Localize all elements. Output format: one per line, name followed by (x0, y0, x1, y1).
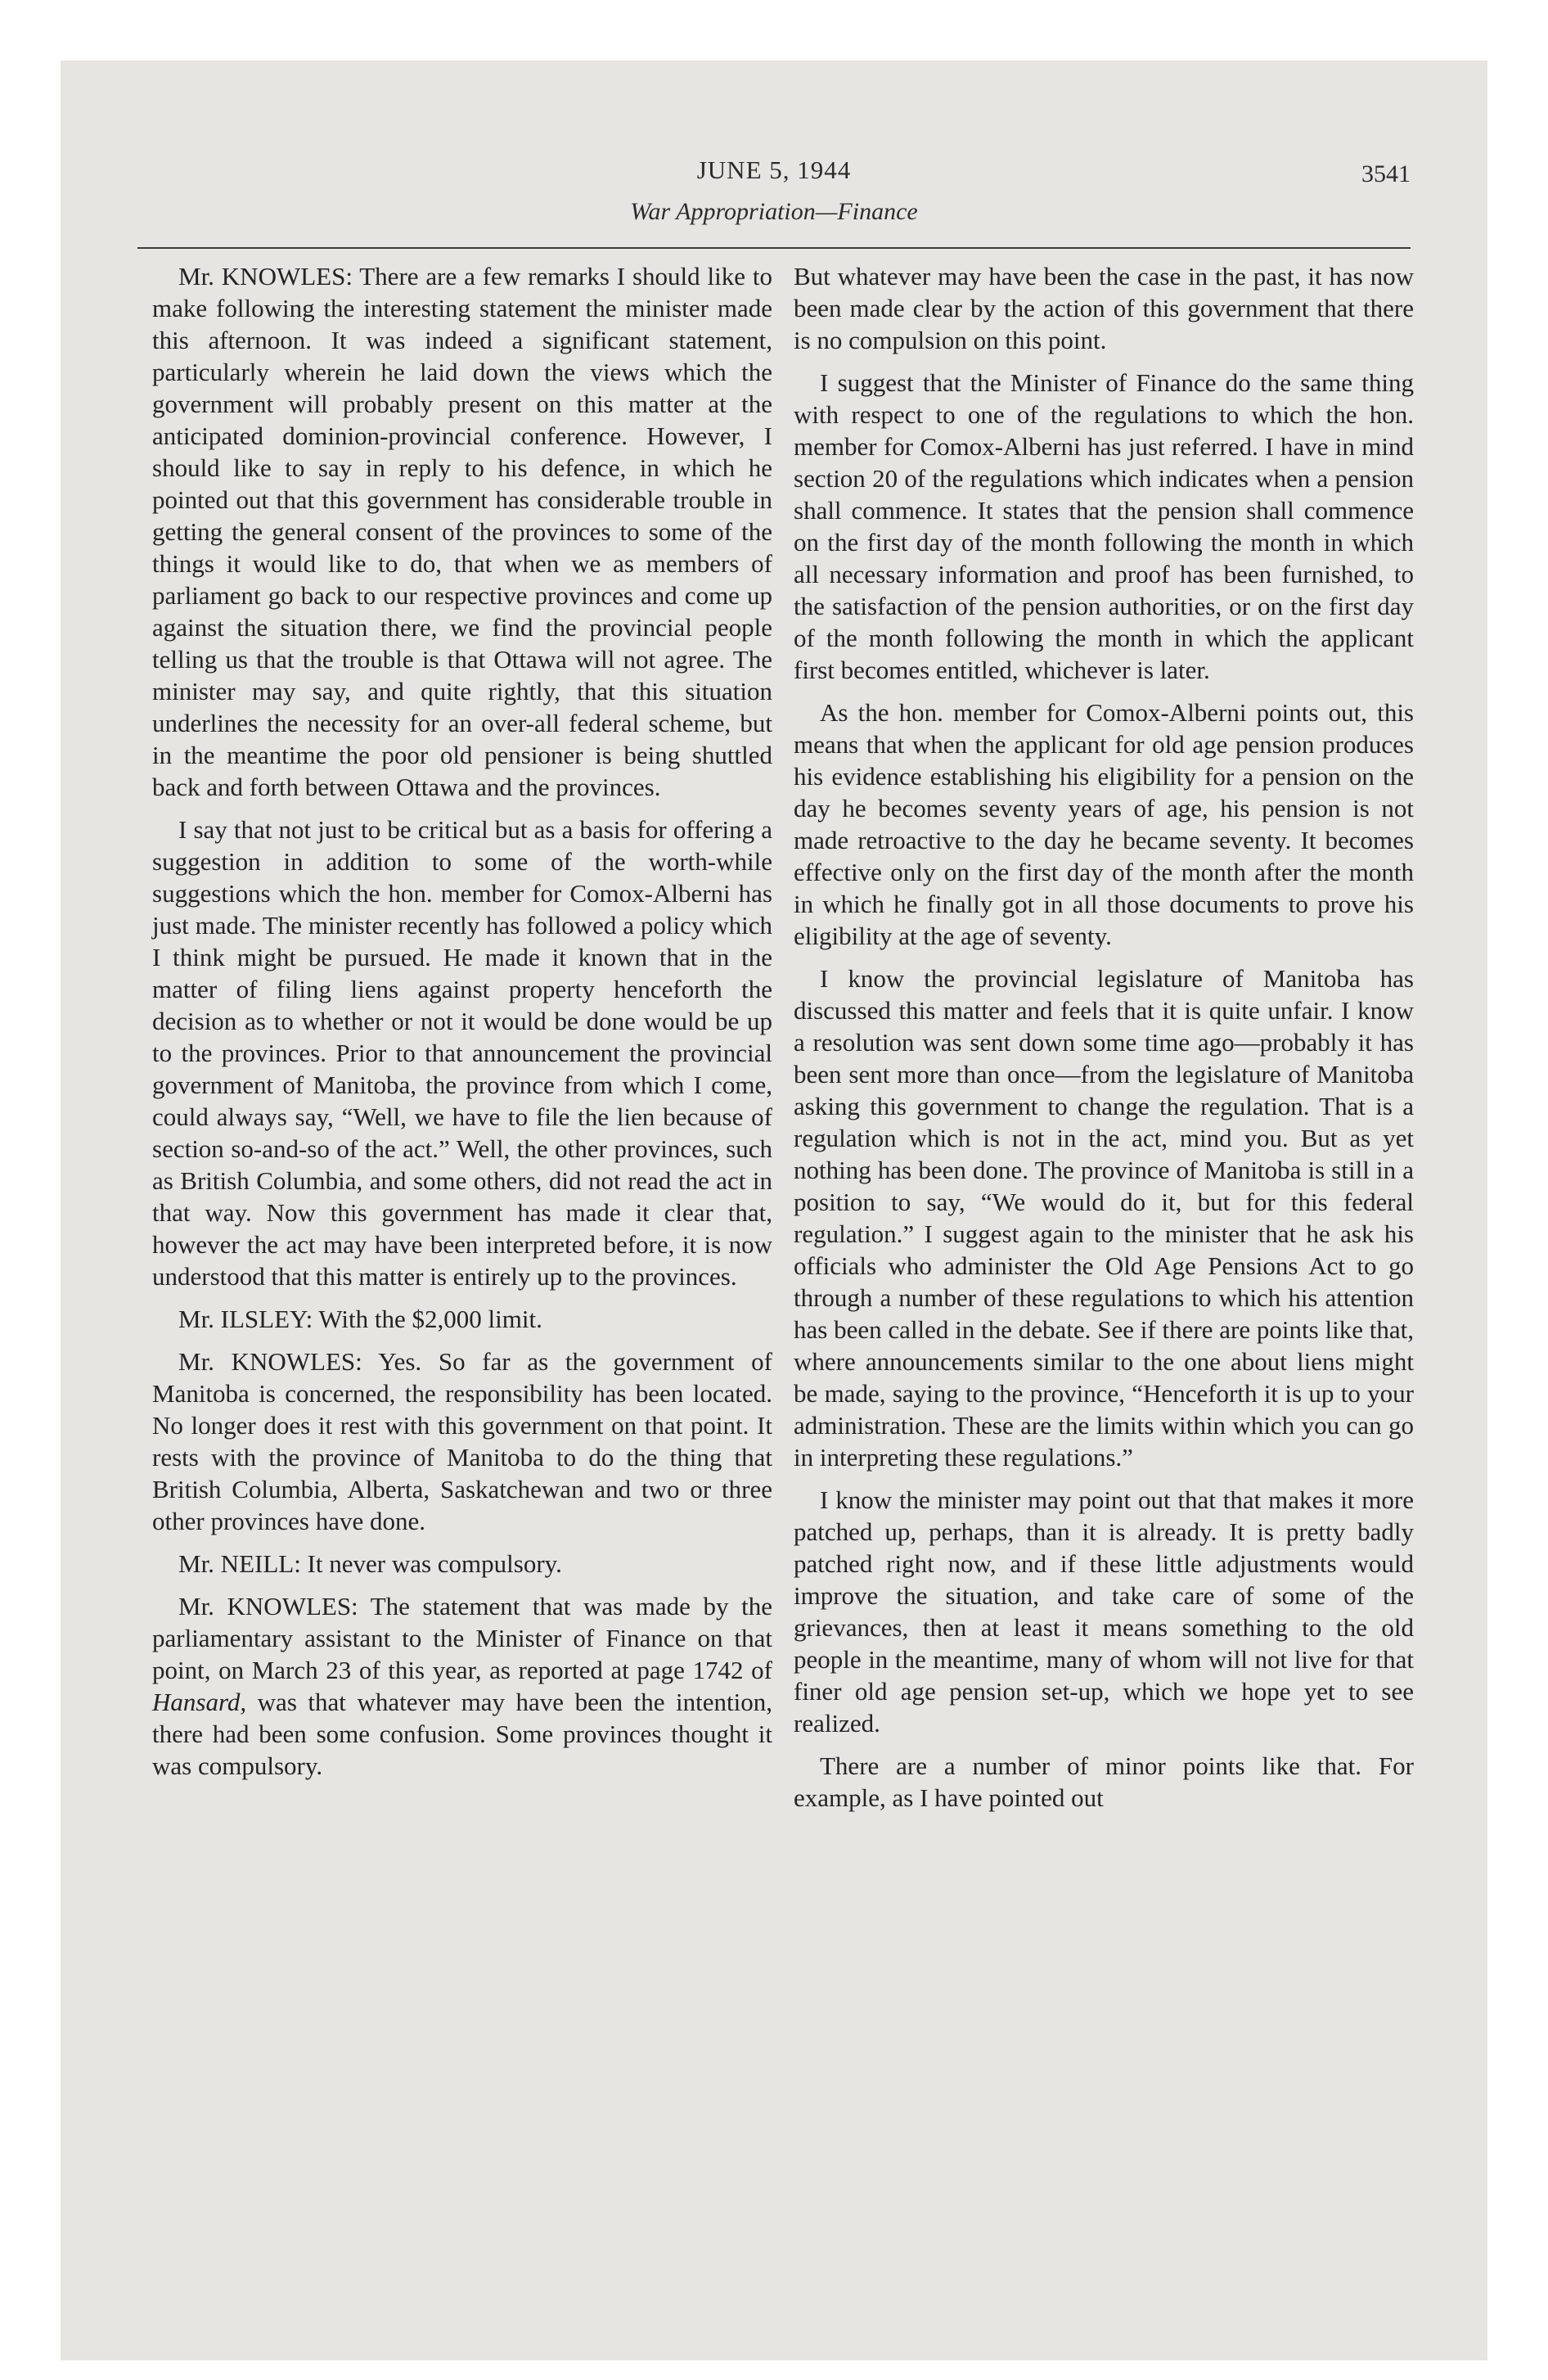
paragraph: Mr. KNOWLES: Yes. So far as the government of Manitoba is concerned, the responsibility has been located. No longer does it rest with this government on that point. It rests with the province of Manitoba to do the thing that British Columbia, Alberta, Saskatchewan and two or three other provinces have done. (152, 1347, 772, 1535)
paragraph: Mr. NEILL: It never was compulsory. (178, 1549, 562, 1578)
text-run: was that whatever may have been the intention, there had been some confusion. Some provinces thought it was compulsory. (152, 1688, 772, 1780)
paragraph: Mr. ILSLEY: With the $2,000 limit. (178, 1305, 542, 1333)
right-column (794, 260, 1414, 1814)
paragraph: I know the provincial legislature of Manitoba has discussed this matter and feels that it is quite unfair. I know a resolution was sent down some time ago—probably it has been sent more than once—from the legislature of Manitoba asking this government to change the regulation. That is a regulation which is not in the act, mind you. But as yet nothing has been done. The province of Manitoba is still in a position to say, “We would do it, but for this federal regulation.” I suggest again to the minister that he ask his officials who administer the Old Age Pensions Act to go through a number of these regulations to which his attention has been called in the debate. See if there are points like that, where announcements similar to the one about liens might be made, saying to the province, “Henceforth it is up to your administration. These are the limits within which you can go in interpreting these regulations.” (794, 964, 1414, 1472)
page-number: 3541 (1361, 160, 1411, 187)
italic-citation: Hansard, (152, 1688, 247, 1716)
header-rule (137, 247, 1411, 249)
paragraph: There are a number of minor points like that. For example, as I have pointed out (794, 1751, 1414, 1812)
text-run: Mr. KNOWLES: The statement that was made by the parliamentary assistant to the Minister of Finance on that point, on March 23 of this year, as reported at page 1742 of (152, 1592, 772, 1684)
paragraph (152, 1590, 772, 1782)
header-subject: War Appropriation—Finance (630, 198, 918, 225)
paragraph: I know the minister may point out that that makes it more patched up, perhaps, than it is already. It is pretty badly patched right now, and if these little adjustments would improve the situation, and take care of some of the grievances, then at least it means something to the old people in the meantime, many of whom will not live for that finer old age pension set-up, which we hope yet to see realized. (794, 1485, 1414, 1738)
page-header (137, 156, 1411, 246)
paragraph: I say that not just to be critical but as a basis for offering a suggestion in addition to some of the worth-while suggestions which the hon. member for Comox-Alberni has just made. The minister recently has followed a policy which I think might be pursued. He made it known that in the matter of filing liens against property henceforth the decision as to whether or not it would be done would be up to the provinces. Prior to that announcement the provincial government of Manitoba, the province from which I come, could always say, “Well, we have to file the lien because of section so-and-so of the act.” Well, the other provinces, such as British Columbia, and some others, did not read the act in that way. Now this government has made it clear that, however the act may have been interpreted before, it is now understood that this matter is entirely up to the provinces. (152, 815, 772, 1291)
left-column (152, 260, 772, 1782)
paragraph: But whatever may have been the case in the past, it has now been made clear by the action of this government that there is no compulsion on this point. (794, 262, 1414, 354)
header-date: JUNE 5, 1944 (696, 156, 852, 184)
paragraph: I suggest that the Minister of Finance do the same thing with respect to one of the regulations to which the hon. member for Comox-Alberni has just referred. I have in mind section 20 of the regulations which indicates when a pension shall commence. It states that the pension shall commence on the first day of the month following the month in which all necessary information and proof has been furnished, to the satisfaction of the pension authorities, or on the first day of the month following the month in which the applicant first becomes entitled, whichever is later. (794, 368, 1414, 684)
paragraph: Mr. KNOWLES: There are a few remarks I should like to make following the interesting statement the minister made this afternoon. It was indeed a significant statement, particularly wherein he laid down the views which the government will probably present on this matter at the anticipated dominion-provincial conference. However, I should like to say in reply to his defence, in which he pointed out that this government has considerable trouble in getting the general consent of the provinces to some of the things it would like to do, that when we as members of parliament go back to our respective provinces and come up against the situation there, we find the provincial people telling us that the trouble is that Ottawa will not agree. The minister may say, and quite rightly, that this situation underlines the necessity for an over-all federal scheme, but in the meantime the poor old pensioner is being shuttled back and forth between Ottawa and the provinces. (152, 262, 772, 801)
paragraph: As the hon. member for Comox-Alberni points out, this means that when the applicant for old age pension produces his evidence establishing his eligibility for a pension on the day he becomes seventy years of age, his pension is not made retroactive to the day he became seventy. It becomes effective only on the first day of the month after the month in which he finally got in all those documents to prove his eligibility at the age of seventy. (794, 698, 1414, 950)
